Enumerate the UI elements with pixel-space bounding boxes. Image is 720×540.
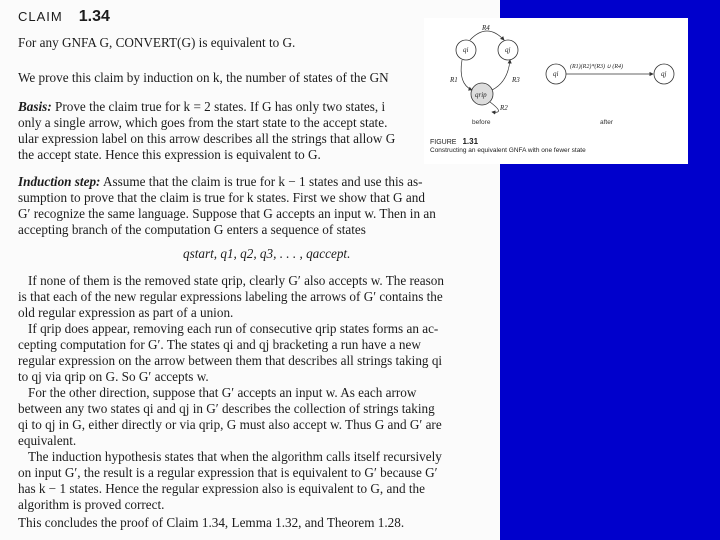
node-label-qi: qi (463, 46, 469, 54)
proof-intro: We prove this claim by induction on k, the number of states of the GN (18, 70, 389, 85)
basis-label: Basis: (18, 99, 52, 114)
node-label-qj-after: qj (661, 70, 667, 78)
state-sequence: qstart, q1, q2, q3, . . . , qaccept. (183, 246, 351, 261)
figure-number: 1.31 (462, 137, 479, 146)
paragraph-line-20: between any two states qi and qj in G′ describes the collection of strings taking (18, 401, 435, 416)
figure-word: FIGURE (430, 139, 457, 146)
paragraph-line-26: algorithm is proved correct. (18, 497, 165, 512)
edge-label-r3: R3 (512, 76, 520, 84)
before-label: before (472, 119, 491, 126)
paragraph-line-23: The induction hypothesis states that when the algorithm calls itself recursively (28, 449, 442, 464)
claim-statement: For any GNFA G, CONVERT(G) is equivalent to G. (18, 35, 296, 50)
paragraph-line-22: equivalent. (18, 433, 77, 448)
induction-line-2: sumption to prove that the claim is true for k states. First we show that G and (18, 190, 425, 205)
induction-text: Assume that the claim is true for k − 1 states and use this as- (100, 174, 423, 189)
induction-line-1 (18, 174, 422, 190)
paragraph-line-12: If none of them is the removed state qrip, clearly G′ also accepts w. The reason (28, 273, 444, 288)
claim-label: CLAIM (18, 9, 63, 24)
figure-label (430, 137, 478, 146)
node-label-qj: qj (505, 46, 511, 54)
induction-line-3: G′ recognize the same language. Suppose that G accepts an input w. Then in an (18, 206, 436, 221)
edge-r2-loop (490, 102, 499, 112)
figure-caption: Constructing an equivalent GNFA with one fewer state (430, 147, 586, 154)
paragraph-line-13: is that each of the new regular expressions labeling the arrows of G′ contains the (18, 289, 443, 304)
paragraph-line-21: qi to qj in G, either directly or via qrip, G must also accept w. Thus G and G′ are (18, 417, 442, 432)
basis-line-2: only a single arrow, which goes from the start state to the accept state. (18, 115, 388, 130)
paragraph-line-14: old regular expression as part of a union. (18, 305, 234, 320)
paragraph-line-24: on input G′, the result is a regular expression that is equivalent to G′ because G′ (18, 465, 438, 480)
after-edge-label: (R1)(R2)*(R3) ∪ (R4) (570, 64, 624, 70)
after-label: after (600, 119, 614, 126)
edge-label-r4: R4 (482, 24, 490, 32)
edge-r1 (461, 60, 472, 90)
paragraph-line-16: cepting computation for G′. The states qi and qj bracketing a run have a new (18, 337, 421, 352)
node-label-qrip: qrip (475, 91, 487, 99)
paragraph-line-18: to qj via qrip on G. So G′ accepts w. (18, 369, 209, 384)
claim-number: 1.34 (78, 8, 110, 25)
induction-line-4: accepting branch of the computation G enters a sequence of states (18, 222, 366, 237)
paragraph-line-19: For the other direction, suppose that G′ accepts an input w. As each arrow (28, 385, 417, 400)
basis-line-3: ular expression label on this arrow describes all the strings that allow G (18, 131, 396, 146)
paragraph-line-27: This concludes the proof of Claim 1.34, Lemma 1.32, and Theorem 1.28. (18, 515, 405, 530)
basis-line-1 (18, 99, 385, 115)
edge-label-r1: R1 (450, 76, 458, 84)
figure-1-31 (424, 18, 688, 164)
paragraph-line-15: If qrip does appear, removing each run of consecutive qrip states forms an ac- (28, 321, 439, 336)
claim-heading (18, 8, 110, 26)
paragraph-line-25: has k − 1 states. Hence the regular expression also is equivalent to G, and the (18, 481, 425, 496)
edge-r4 (470, 31, 504, 40)
edge-r3 (492, 60, 510, 90)
induction-label: Induction step: (18, 174, 101, 189)
node-label-qi-after: qi (553, 70, 559, 78)
basis-text: Prove the claim true for k = 2 states. If G has only two states, i (51, 99, 386, 114)
paragraph-line-17: regular expression on the arrow between them that describes all strings taking qi (18, 353, 443, 368)
basis-line-4: the accept state. Hence this expression is equivalent to G. (18, 147, 321, 162)
edge-label-r2: R2 (500, 104, 508, 112)
